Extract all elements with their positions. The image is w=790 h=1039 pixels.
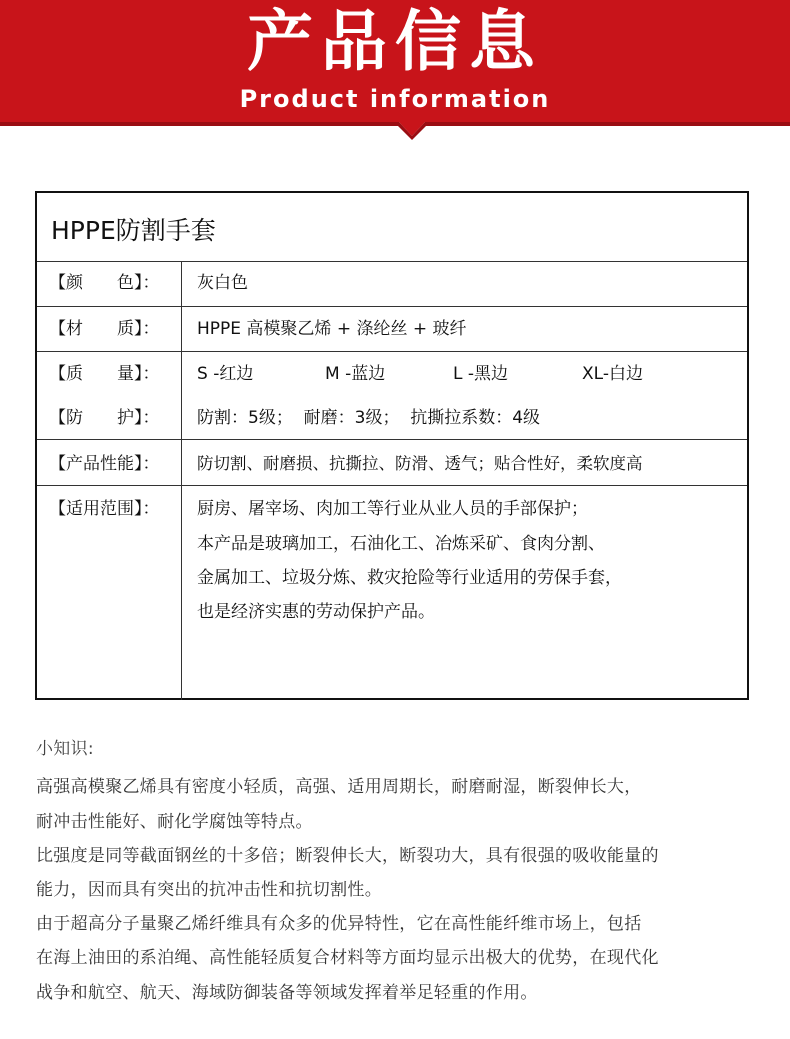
- spec-label-usage: 【适用范围】：: [49, 499, 160, 519]
- banner-title: 产品信息: [247, 3, 543, 80]
- divider: [37, 485, 747, 486]
- divider: [37, 306, 747, 307]
- product-title: HPPE防割手套: [51, 216, 216, 245]
- divider: [37, 261, 747, 262]
- spec-value-material: HPPE 高模聚乙烯 + 涤纶丝 + 玻纤: [197, 319, 467, 339]
- spec-value-color: 灰白色: [197, 273, 248, 293]
- spec-label-protection: 【防 护】：: [49, 408, 160, 428]
- divider: [37, 439, 747, 440]
- usage-line: 厨房、屠宰场、肉加工等行业从业人员的手部保护；: [197, 499, 588, 519]
- spec-value-protection: 防割：5级； 耐磨：3级； 抗撕拉系数：4级: [197, 408, 541, 428]
- quality-option-xl: XL-白边: [582, 364, 643, 384]
- spec-label-color: 【颜 色】：: [49, 273, 160, 293]
- spec-value-performance: 防切割、耐磨损、抗撕拉、防滑、透气；贴合性好，柔软度高: [197, 454, 643, 473]
- quality-option-m: M -蓝边: [325, 364, 386, 384]
- notes-line: 高强高模聚乙烯具有密度小轻质，高强、适用周期长，耐磨耐湿，断裂伸长大，: [36, 777, 642, 797]
- spec-label-performance: 【产品性能】：: [49, 454, 160, 474]
- notes-heading: 小知识:: [36, 739, 94, 759]
- quality-option-l: L -黑边: [453, 364, 509, 384]
- product-spec-table: [35, 191, 749, 700]
- notes-line: 战争和航空、航天、海域防御装备等领域发挥着举足轻重的作用。: [36, 983, 538, 1003]
- spec-label-material: 【材 质】：: [49, 319, 160, 339]
- notes-line: 能力，因而具有突出的抗冲击性和抗切割性。: [36, 880, 382, 900]
- quality-option-s: S -红边: [197, 364, 254, 384]
- usage-line: 也是经济实惠的劳动保护产品。: [197, 602, 435, 622]
- header-banner: [0, 0, 790, 140]
- column-divider: [181, 261, 182, 700]
- notes-line: 比强度是同等截面钢丝的十多倍；断裂伸长大，断裂功大，具有很强的吸收能量的: [36, 846, 659, 866]
- notes-line: 耐冲击性能好、耐化学腐蚀等特点。: [36, 812, 313, 832]
- notes-line: 由于超高分子量聚乙烯纤维具有众多的优异特性，它在高性能纤维市场上，包括: [36, 914, 642, 934]
- divider: [37, 351, 747, 352]
- spec-label-quality: 【质 量】：: [49, 364, 160, 384]
- banner-subtitle: Product information: [239, 85, 551, 113]
- usage-line: 金属加工、垃圾分炼、救灾抢险等行业适用的劳保手套，: [197, 568, 622, 588]
- usage-line: 本产品是玻璃加工，石油化工、冶炼采矿、食肉分割、: [197, 534, 605, 554]
- notes-line: 在海上油田的系泊绳、高性能轻质复合材料等方面均显示出极大的优势，在现代化: [36, 948, 659, 968]
